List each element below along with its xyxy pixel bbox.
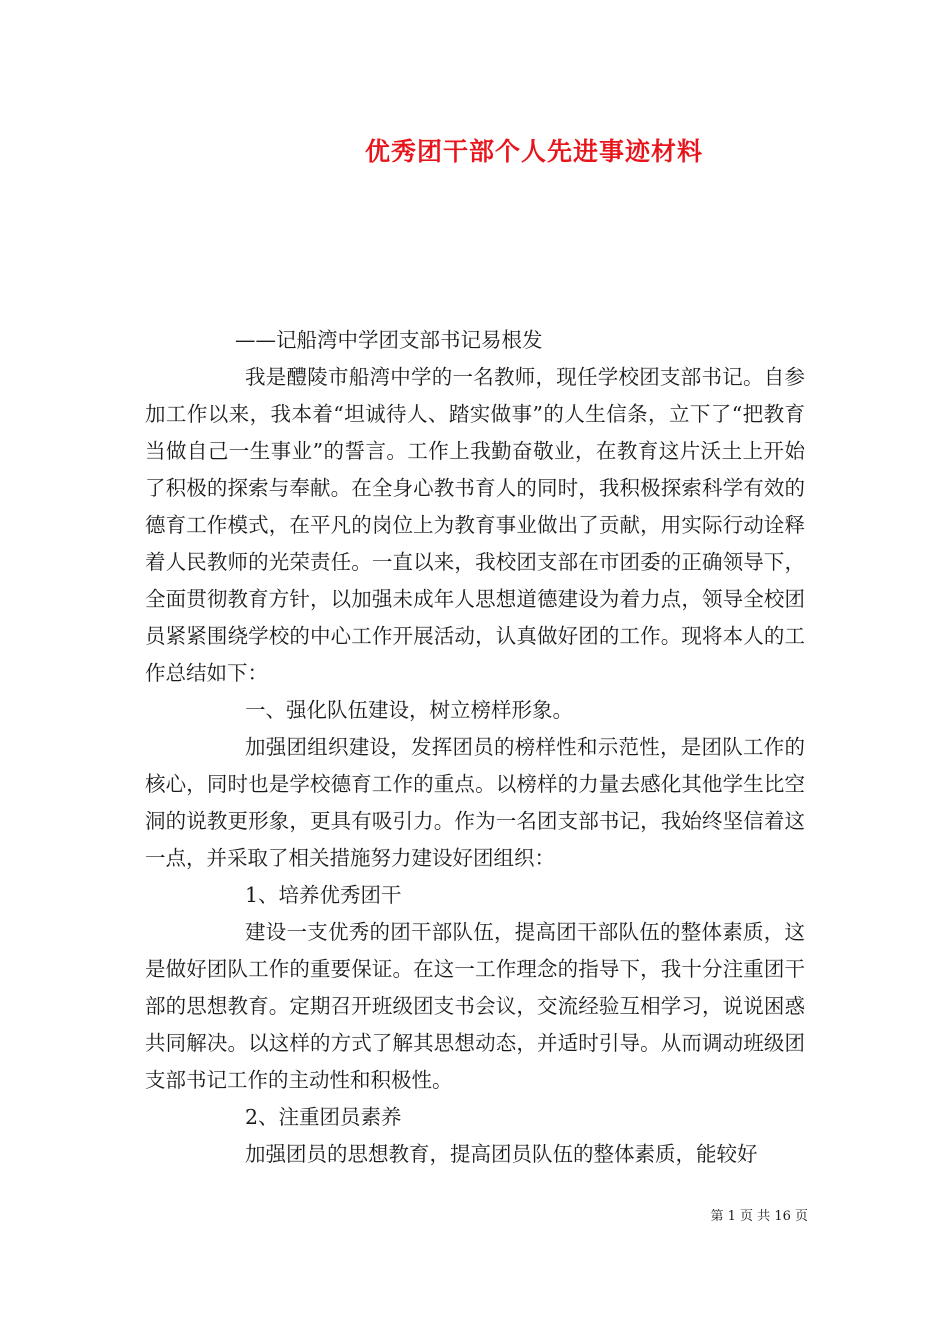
page-title: 优秀团干部个人先进事迹材料 [364,137,703,166]
page-number: 第 1 页 共 16 页 [710,1209,808,1224]
paragraph-subsection-1: 建设一支优秀的团干部队伍，提高团干部队伍的整体素质，这是做好团队工作的重要保证。在这一工作理念的指导下，我十分注重团干部的思想教育。定期召开班级团支书会议，交流经验互相学习，说说困惑共同解决。以这样的方式了解其思想动态，并适时引导。从而调动班级团支部书记工作的主动性和积极性。 [145,920,805,1092]
document-subtitle: ——记船湾中学团支部书记易根发 [235,328,543,352]
paragraph-section-1: 加强团组织建设，发挥团员的榜样性和示范性，是团队工作的核心，同时也是学校德育工作的重点。以榜样的力量去感化其他学生比空洞的说教更形象，更具有吸引力。作为一名团支部书记，我始终坚信着这一点，并采取了相关措施努力建设好团组织： [145,735,805,870]
subsection-heading-1: 1、培养优秀团干 [245,883,402,907]
document-body [145,322,805,1173]
section-heading-1: 一、强化队伍建设，树立榜样形象。 [245,698,573,722]
subsection-heading-2: 2、注重团员素养 [245,1105,402,1129]
paragraph-intro: 我是醴陵市船湾中学的一名教师，现任学校团支部书记。自参加工作以来，我本着“坦诚待人、踏实做事”的人生信条，立下了“把教育当做自己一生事业”的誓言。工作上我勤奋敬业，在教育这片沃土上开始了积极的探索与奉献。在全身心教书育人的同时，我积极探索科学有效的德育工作模式，在平凡的岗位上为教育事业做出了贡献，用实际行动诠释着人民教师的光荣责任。一直以来，我校团支部在市团委的正确领导下，全面贯彻教育方针，以加强未成年人思想道德建设为着力点，领导全校团员紧紧围绕学校的中心工作开展活动，认真做好团的工作。现将本人的工作总结如下： [145,365,805,685]
paragraph-subsection-2: 加强团员的思想教育，提高团员队伍的整体素质，能较好 [245,1142,758,1166]
